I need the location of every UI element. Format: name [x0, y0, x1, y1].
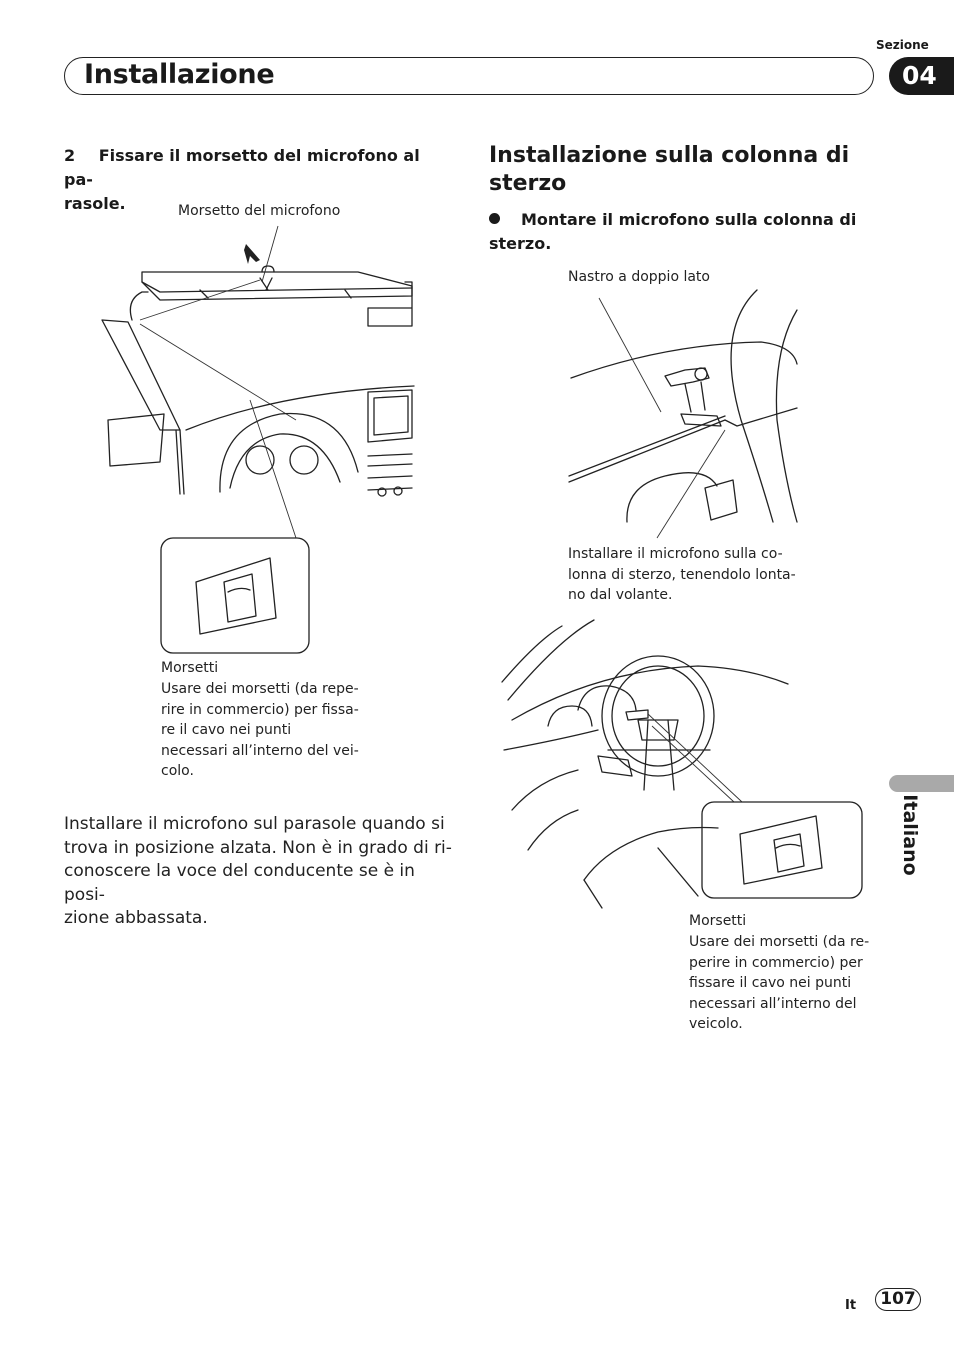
- fig2-caption: Installare il microfono sulla co- lonna di sterzo, tenendolo lonta- no dal volante.: [568, 546, 796, 603]
- fig1-visor-illustration: [100, 220, 420, 510]
- fig3-label-clamps-desc: Usare dei morsetti (da re- perire in commercio) per fissare il cavo nei punti necessari all’interno del veicolo.: [689, 934, 870, 1032]
- footer-language-code: It: [845, 1298, 857, 1313]
- section-label: Sezione: [876, 38, 929, 52]
- section-number-badge: 04: [889, 57, 954, 95]
- fig1-label-microphone-clip: Morsetto del microfono: [178, 203, 341, 219]
- body-paragraph: Installare il microfono sul parasole quando si trova in posizione alzata. Non è in grado di ri- conoscere la voce del conducente se è in posi- zione abbassata.: [64, 814, 452, 928]
- page-number: 107: [875, 1288, 921, 1311]
- fig1-label-clamps-desc: Usare dei morsetti (da repe- rire in commercio) per fissa- re il cavo nei punti necessari all’interno del vei- colo.: [161, 681, 359, 779]
- page-title: Installazione: [84, 59, 275, 90]
- fig3-dashboard-illustration: [498, 620, 868, 910]
- section-heading: Installazione sulla colonna di sterzo: [489, 143, 850, 196]
- bullet-icon: [489, 213, 500, 224]
- fig2-steering-column-illustration: [565, 290, 805, 540]
- step-text: Fissare il morsetto del microfono al pa- rasole.: [64, 146, 420, 213]
- fig1-label-clamps-title: Morsetti: [161, 660, 219, 676]
- fig3-label-clamps-title: Morsetti: [689, 913, 747, 929]
- step-number: 2: [64, 146, 76, 165]
- language-tab-label: Italiano: [899, 794, 921, 876]
- bullet-instruction: [489, 208, 869, 256]
- bullet-text: Montare il microfono sulla colonna di sterzo.: [489, 210, 857, 253]
- fig2-label-tape: Nastro a doppio lato: [568, 269, 710, 285]
